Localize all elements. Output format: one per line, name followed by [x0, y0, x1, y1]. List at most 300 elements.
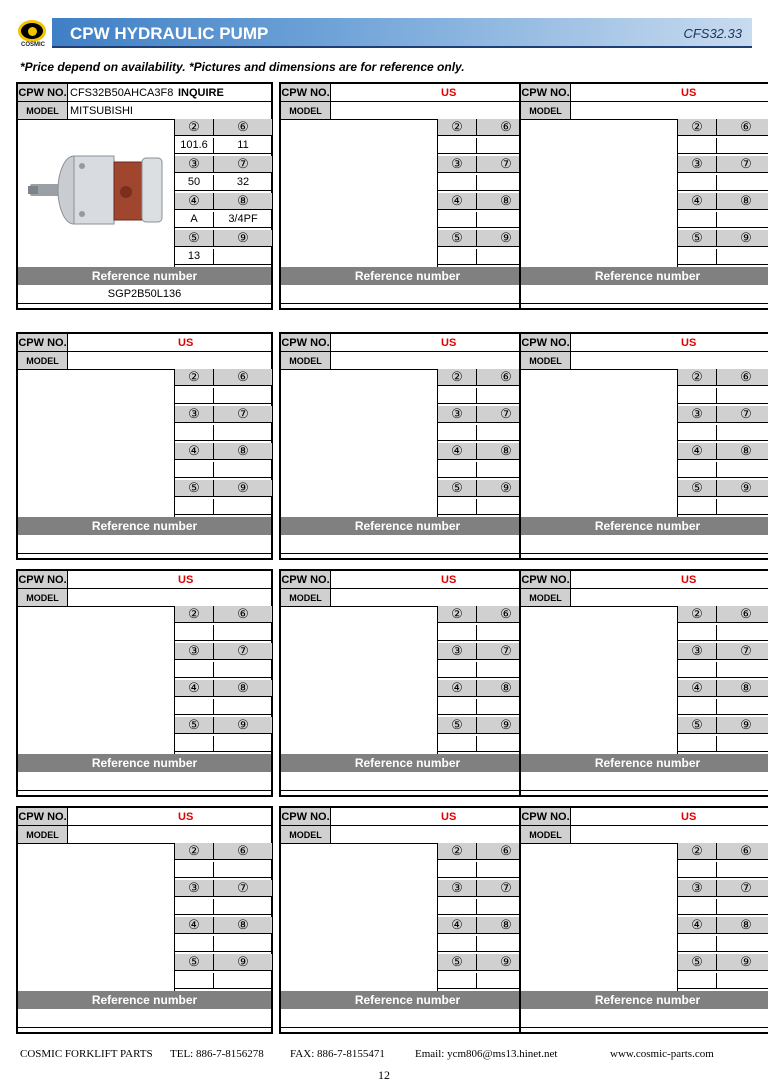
- dimension-label: ⑨: [237, 953, 249, 969]
- dimension-header-row: [678, 843, 768, 860]
- dimension-value-row: [678, 499, 768, 516]
- dimension-label: ③: [678, 880, 717, 896]
- dimension-grid: [677, 606, 768, 754]
- dimension-label: ⑤: [175, 480, 214, 496]
- logo-mark-icon: [18, 20, 46, 42]
- dimension-label: ⑥: [237, 605, 249, 621]
- reference-value: [18, 1009, 271, 1028]
- dimension-value: [175, 425, 214, 441]
- reference-header: Reference number: [521, 991, 768, 1009]
- dimension-value: [214, 662, 272, 678]
- dimension-value-row: [175, 936, 272, 953]
- model-label: MODEL: [521, 826, 571, 843]
- dimension-label: ④: [175, 680, 214, 696]
- model-label: MODEL: [18, 589, 68, 606]
- dimension-value-row: [175, 212, 272, 229]
- dimension-value: [438, 212, 477, 228]
- dimension-value: [175, 899, 214, 915]
- cpw-number: CFS32B50AHCA3F8: [70, 86, 174, 99]
- dimension-value: [678, 175, 717, 191]
- cpw-label: CPW NO.: [521, 808, 571, 825]
- cpw-label: CPW NO.: [281, 571, 331, 588]
- dimension-value: [717, 462, 768, 478]
- dimension-value: [438, 862, 477, 878]
- reference-value: SGP2B50L136: [18, 285, 271, 304]
- dimension-label: ②: [678, 606, 717, 622]
- dimension-header-row: [678, 954, 768, 971]
- dimension-label: ⑨: [237, 479, 249, 495]
- cpw-row: [281, 84, 534, 102]
- dimension-header-row: [175, 717, 272, 734]
- dimension-value: [717, 625, 768, 641]
- footer-fax: FAX: 886-7-8155471: [290, 1048, 385, 1060]
- footer-email[interactable]: Email: ycm806@ms13.hinet.net: [415, 1048, 558, 1060]
- dimension-value: [678, 425, 717, 441]
- dimension-label: ⑨: [740, 479, 752, 495]
- reference-value: [521, 285, 768, 304]
- page-number: 12: [378, 1068, 390, 1082]
- availability-status: US: [178, 336, 194, 349]
- cpw-label: CPW NO.: [18, 84, 68, 101]
- footer-company: COSMIC FORKLIFT PARTS: [20, 1048, 153, 1060]
- model-label: MODEL: [281, 352, 331, 369]
- dimension-label: ⑤: [175, 954, 214, 970]
- dimension-label: ③: [678, 156, 717, 172]
- dimension-value: [678, 499, 717, 515]
- dimension-value: 13: [175, 249, 214, 265]
- dimension-header-row: [678, 480, 768, 497]
- dimension-value-row: [678, 973, 768, 990]
- dimension-value-row: [678, 425, 768, 442]
- model-row: [521, 352, 768, 370]
- dimension-value: A: [175, 212, 214, 228]
- dimension-grid: [677, 119, 768, 267]
- dimension-header-row: [175, 406, 272, 423]
- dimension-header-row: [678, 606, 768, 623]
- dimension-value: [678, 138, 717, 154]
- dimension-value: [717, 973, 768, 989]
- dimension-label: ⑧: [237, 192, 249, 208]
- dimension-label: ⑦: [500, 642, 512, 658]
- availability-status: US: [441, 573, 457, 586]
- dimension-header-row: [678, 193, 768, 210]
- cpw-label: CPW NO.: [281, 334, 331, 351]
- dimension-label: ⑦: [740, 155, 752, 171]
- cpw-label: CPW NO.: [521, 571, 571, 588]
- product-card: [279, 82, 536, 310]
- dimension-label: ⑧: [237, 916, 249, 932]
- dimension-label: ②: [438, 843, 477, 859]
- reference-header: Reference number: [18, 517, 271, 535]
- dimension-value: [678, 212, 717, 228]
- catalog-code: CFS32.33: [683, 26, 742, 41]
- availability-status: US: [441, 336, 457, 349]
- dimension-grid: [677, 369, 768, 517]
- dimension-value: [438, 699, 477, 715]
- dimension-label: ③: [175, 643, 214, 659]
- dimension-value: [438, 249, 477, 265]
- model-label: MODEL: [521, 589, 571, 606]
- availability-status: US: [178, 810, 194, 823]
- dimension-value: [438, 973, 477, 989]
- dimension-value: [214, 625, 272, 641]
- dimension-label: ③: [678, 643, 717, 659]
- dimension-value: [717, 425, 768, 441]
- dimension-label: ②: [175, 119, 214, 135]
- availability-status: US: [681, 336, 697, 349]
- model-row: [281, 589, 534, 607]
- dimension-label: ⑤: [678, 954, 717, 970]
- disclaimer-note: *Price depend on availability. *Pictures and dimensions are for reference only.: [20, 60, 465, 74]
- dimension-label: ④: [438, 193, 477, 209]
- reference-value: [281, 772, 534, 791]
- dimension-value-row: [678, 625, 768, 642]
- dimension-header-row: [175, 193, 272, 210]
- model-row: [281, 826, 534, 844]
- dimension-header-row: [175, 680, 272, 697]
- dimension-label: ③: [438, 406, 477, 422]
- dimension-value: [438, 625, 477, 641]
- dimension-label: ⑦: [237, 879, 249, 895]
- dimension-label: ②: [438, 119, 477, 135]
- dimension-value: [175, 862, 214, 878]
- dimension-value: [717, 212, 768, 228]
- availability-status: US: [441, 86, 457, 99]
- model-row: [521, 589, 768, 607]
- dimension-label: ⑨: [740, 716, 752, 732]
- dimension-value-row: [678, 138, 768, 155]
- dimension-label: ⑤: [438, 480, 477, 496]
- dimension-label: ⑧: [740, 916, 752, 932]
- dimension-value: 32: [236, 176, 250, 189]
- availability-status: INQUIRE: [178, 86, 224, 99]
- dimension-label: ⑧: [740, 192, 752, 208]
- dimension-label: ⑧: [237, 442, 249, 458]
- cpw-label: CPW NO.: [18, 571, 68, 588]
- dimension-label: ⑤: [438, 230, 477, 246]
- dimension-label: ⑦: [500, 405, 512, 421]
- dimension-value: [175, 662, 214, 678]
- dimension-value: [678, 625, 717, 641]
- page-footer: [20, 1048, 752, 1062]
- dimension-label: ②: [678, 843, 717, 859]
- dimension-value: [438, 499, 477, 515]
- dimension-value-row: [678, 462, 768, 479]
- dimension-header-row: [678, 880, 768, 897]
- reference-header: Reference number: [18, 991, 271, 1009]
- dimension-value-row: [175, 462, 272, 479]
- model-row: [521, 826, 768, 844]
- dimension-value-row: [175, 625, 272, 642]
- dimension-header-row: [678, 156, 768, 173]
- dimension-label: ⑥: [237, 368, 249, 384]
- model-row: [18, 102, 271, 120]
- dimension-value: 101.6: [175, 138, 214, 154]
- dimension-header-row: [175, 480, 272, 497]
- dimension-value: [678, 973, 717, 989]
- dimension-value-row: [175, 425, 272, 442]
- dimension-label: ⑨: [500, 479, 512, 495]
- model-row: [281, 102, 534, 120]
- reference-header: Reference number: [521, 754, 768, 772]
- dimension-value: 50: [175, 175, 214, 191]
- reference-value: [521, 772, 768, 791]
- dimension-value: [214, 699, 272, 715]
- dimension-value: [214, 499, 272, 515]
- dimension-value: [678, 462, 717, 478]
- dimension-label: ⑥: [740, 605, 752, 621]
- dimension-value: [678, 249, 717, 265]
- dimension-value: [214, 736, 272, 752]
- dimension-label: ⑨: [740, 953, 752, 969]
- dimension-value-row: [175, 662, 272, 679]
- dimension-label: ④: [678, 443, 717, 459]
- cpw-row: [18, 84, 271, 102]
- dimension-label: ⑦: [237, 155, 249, 171]
- dimension-grid: [174, 369, 271, 517]
- dimension-value: 3/4PF: [228, 213, 258, 226]
- dimension-value-row: [175, 138, 272, 155]
- dimension-value: [175, 462, 214, 478]
- reference-value: [521, 535, 768, 554]
- dimension-value-row: [175, 736, 272, 753]
- dimension-value: [678, 736, 717, 752]
- dimension-value: [717, 662, 768, 678]
- product-card: [16, 569, 273, 797]
- model-row: [18, 352, 271, 370]
- dimension-label: ⑤: [678, 230, 717, 246]
- dimension-value: [175, 388, 214, 404]
- cpw-label: CPW NO.: [18, 334, 68, 351]
- model-value: MITSUBISHI: [70, 104, 133, 117]
- reference-value: [281, 1009, 534, 1028]
- dimension-header-row: [678, 717, 768, 734]
- dimension-header-row: [678, 406, 768, 423]
- dimension-value: [717, 936, 768, 952]
- dimension-label: ⑥: [740, 118, 752, 134]
- dimension-label: ⑨: [500, 716, 512, 732]
- dimension-header-row: [175, 606, 272, 623]
- dimension-label: ⑥: [740, 842, 752, 858]
- product-card: [279, 806, 536, 1034]
- dimension-value-row: [175, 899, 272, 916]
- model-label: MODEL: [281, 826, 331, 843]
- dimension-value: [175, 973, 214, 989]
- reference-header: Reference number: [281, 754, 534, 772]
- dimension-label: ③: [438, 880, 477, 896]
- dimension-value: [214, 388, 272, 404]
- dimension-value: [214, 899, 272, 915]
- dimension-label: ④: [438, 917, 477, 933]
- dimension-value-row: [175, 388, 272, 405]
- dimension-label: ⑦: [500, 879, 512, 895]
- dimension-label: ③: [438, 156, 477, 172]
- product-card: [519, 569, 768, 797]
- dimension-value: 11: [237, 139, 249, 152]
- dimension-label: ⑥: [500, 118, 512, 134]
- dimension-label: ⑧: [500, 442, 512, 458]
- dimension-grid: [677, 843, 768, 991]
- reference-header: Reference number: [18, 754, 271, 772]
- cpw-row: [281, 808, 534, 826]
- dimension-value: [438, 462, 477, 478]
- dimension-value: [678, 388, 717, 404]
- dimension-value: [717, 499, 768, 515]
- reference-header: Reference number: [521, 267, 768, 285]
- model-row: [521, 102, 768, 120]
- dimension-label: ⑤: [678, 717, 717, 733]
- dimension-label: ③: [438, 643, 477, 659]
- dimension-label: ②: [175, 369, 214, 385]
- dimension-grid: [174, 119, 271, 267]
- dimension-label: ③: [678, 406, 717, 422]
- dimension-label: ④: [678, 680, 717, 696]
- product-card: [519, 82, 768, 310]
- dimension-label: ⑦: [237, 405, 249, 421]
- footer-tel: TEL: 886-7-8156278: [170, 1048, 264, 1060]
- dimension-value: [717, 736, 768, 752]
- dimension-label: ⑦: [740, 642, 752, 658]
- page-header: [16, 16, 752, 52]
- dimension-header-row: [175, 954, 272, 971]
- product-card: [16, 82, 273, 310]
- dimension-label: ④: [175, 193, 214, 209]
- cpw-row: [521, 571, 768, 589]
- cpw-row: [18, 571, 271, 589]
- dimension-value: [717, 388, 768, 404]
- dimension-value: [717, 175, 768, 191]
- dimension-label: ⑧: [740, 679, 752, 695]
- dimension-label: ③: [175, 406, 214, 422]
- dimension-value: [678, 662, 717, 678]
- dimension-header-row: [678, 119, 768, 136]
- dimension-value-row: [678, 249, 768, 266]
- dimension-value: [438, 662, 477, 678]
- footer-website[interactable]: www.cosmic-parts.com: [610, 1048, 714, 1060]
- model-row: [18, 826, 271, 844]
- dimension-header-row: [175, 369, 272, 386]
- dimension-value: [438, 899, 477, 915]
- cpw-label: CPW NO.: [281, 84, 331, 101]
- dimension-value: [678, 899, 717, 915]
- dimension-grid: [174, 606, 271, 754]
- dimension-header-row: [678, 230, 768, 247]
- hydraulic-pump-image: [26, 142, 168, 232]
- dimension-header-row: [175, 119, 272, 136]
- dimension-value-row: [678, 899, 768, 916]
- cpw-label: CPW NO.: [281, 808, 331, 825]
- model-row: [281, 352, 534, 370]
- dimension-label: ⑥: [237, 842, 249, 858]
- product-card: [519, 332, 768, 560]
- model-label: MODEL: [521, 102, 571, 119]
- dimension-label: ④: [175, 443, 214, 459]
- dimension-label: ⑨: [500, 229, 512, 245]
- product-card: [279, 569, 536, 797]
- dimension-value-row: [175, 249, 272, 266]
- dimension-label: ⑥: [500, 368, 512, 384]
- dimension-label: ⑨: [237, 716, 249, 732]
- dimension-value-row: [175, 175, 272, 192]
- dimension-value: [438, 736, 477, 752]
- dimension-label: ④: [438, 680, 477, 696]
- dimension-value: [438, 936, 477, 952]
- dimension-value-row: [678, 662, 768, 679]
- dimension-value: [175, 699, 214, 715]
- dimension-header-row: [175, 843, 272, 860]
- dimension-label: ⑧: [237, 679, 249, 695]
- cosmic-logo: [16, 18, 50, 50]
- model-label: MODEL: [521, 352, 571, 369]
- dimension-value-row: [678, 736, 768, 753]
- dimension-label: ⑧: [740, 442, 752, 458]
- availability-status: US: [178, 573, 194, 586]
- dimension-label: ⑥: [500, 605, 512, 621]
- dimension-header-row: [175, 443, 272, 460]
- cpw-label: CPW NO.: [521, 84, 571, 101]
- dimension-value: [717, 899, 768, 915]
- dimension-value-row: [678, 175, 768, 192]
- availability-status: US: [681, 810, 697, 823]
- dimension-label: ⑤: [438, 954, 477, 970]
- dimension-label: ④: [678, 917, 717, 933]
- dimension-label: ②: [438, 606, 477, 622]
- reference-header: Reference number: [18, 267, 271, 285]
- dimension-value: [175, 625, 214, 641]
- dimension-header-row: [678, 443, 768, 460]
- reference-value: [521, 1009, 768, 1028]
- model-row: [18, 589, 271, 607]
- dimension-label: ②: [175, 606, 214, 622]
- cpw-row: [281, 571, 534, 589]
- product-card: [16, 806, 273, 1034]
- reference-value: [281, 285, 534, 304]
- dimension-header-row: [678, 680, 768, 697]
- dimension-header-row: [175, 917, 272, 934]
- dimension-value-row: [678, 862, 768, 879]
- dimension-label: ⑦: [740, 405, 752, 421]
- title-bar: [52, 18, 752, 48]
- logo-text: COSMIC: [21, 42, 45, 48]
- dimension-label: ⑤: [175, 230, 214, 246]
- dimension-value: [717, 138, 768, 154]
- dimension-label: ②: [678, 369, 717, 385]
- dimension-value: [678, 862, 717, 878]
- cpw-row: [521, 334, 768, 352]
- cpw-row: [281, 334, 534, 352]
- dimension-value: [717, 249, 768, 265]
- reference-value: [18, 772, 271, 791]
- dimension-value: [214, 462, 272, 478]
- dimension-value: [717, 862, 768, 878]
- dimension-value: [214, 936, 272, 952]
- dimension-value: [214, 249, 272, 265]
- dimension-value-row: [175, 699, 272, 716]
- dimension-value-row: [175, 973, 272, 990]
- reference-value: [281, 535, 534, 554]
- dimension-label: ④: [175, 917, 214, 933]
- product-card: [279, 332, 536, 560]
- product-card: [16, 332, 273, 560]
- dimension-label: ⑦: [740, 879, 752, 895]
- dimension-value: [175, 736, 214, 752]
- dimension-label: ⑤: [678, 480, 717, 496]
- reference-value: [18, 535, 271, 554]
- dimension-label: ⑧: [500, 679, 512, 695]
- cpw-label: CPW NO.: [521, 334, 571, 351]
- dimension-value-row: [678, 936, 768, 953]
- dimension-header-row: [175, 230, 272, 247]
